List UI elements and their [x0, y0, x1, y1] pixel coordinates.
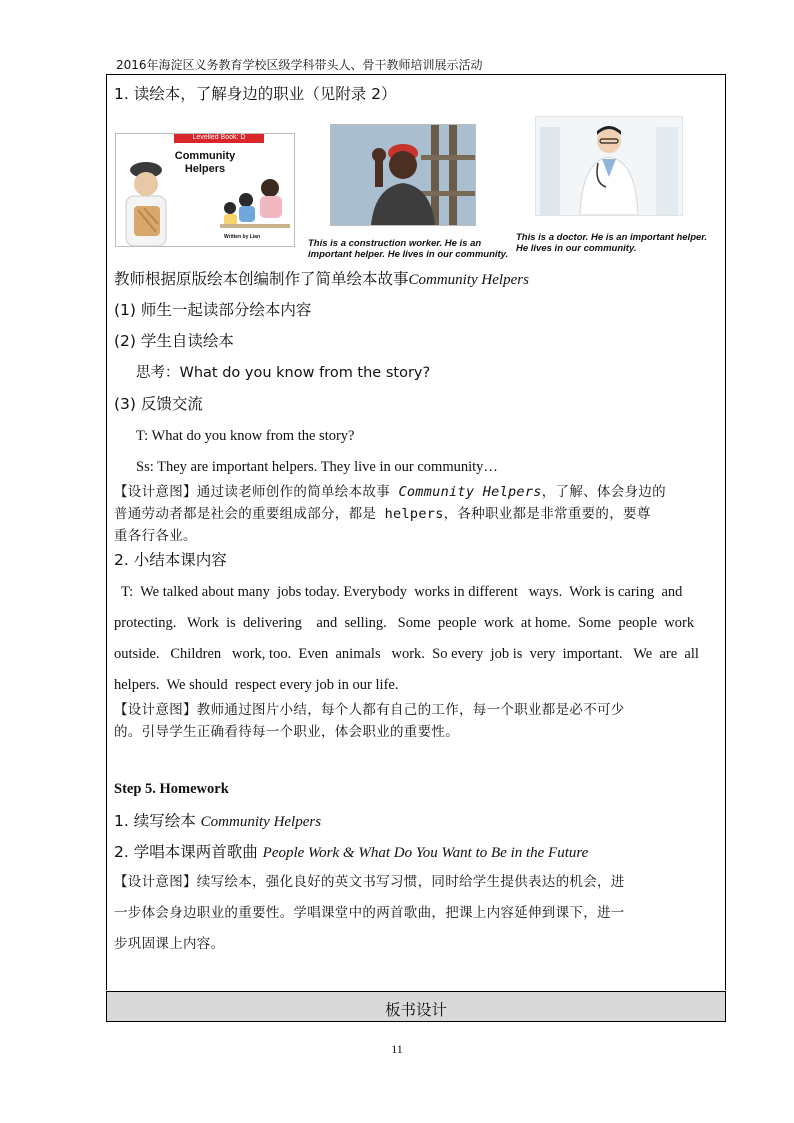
story-intro: 教师根据原版绘本创编制作了简单绘本故事Community Helpers [114, 270, 529, 288]
homework-item-1: 1. 续写绘本 Community Helpers [114, 812, 322, 830]
book-author: Written by Lian [224, 234, 261, 240]
design-note-3-line1: 【设计意图】续写绘本，强化良好的英文书写习惯，同时给学生提供表达的机会，进 [114, 874, 625, 890]
step-feedback: (3) 反馈交流 [114, 395, 203, 413]
design-note-3-line3: 步巩固课上内容。 [114, 936, 225, 952]
design-note-2-line1: 【设计意图】教师通过图片小结，每个人都有自己的工作，每一个职业都是必不可少 [114, 702, 625, 718]
teacher-question: T: What do you know from the story? [136, 428, 355, 444]
book-level-badge: Levelled Book: D [174, 133, 264, 143]
board-design-label: 板书设计 [384, 1001, 447, 1019]
doctor-photo [536, 117, 682, 215]
book-cover-image [115, 133, 295, 247]
summary-line-3: outside. Children work, too. Even animals work. So every job is very important. We are all [114, 646, 699, 662]
step5-title: Step 5. Homework [114, 781, 229, 797]
summary-line-4: helpers. We should respect every job in our life. [114, 677, 399, 693]
step-read-together: (1) 师生一起读部分绘本内容 [114, 301, 312, 319]
step-self-read: (2) 学生自读绘本 [114, 332, 234, 350]
document-header: 2016年海淀区义务教育学校区级学科带头人、骨干教师培训展示活动 [116, 58, 483, 72]
students-answer: Ss: They are important helpers. They live in our community… [136, 459, 498, 475]
design-note-1-line2: 普通劳动者都是社会的重要组成部分，都是 helpers，各种职业都是非常重要的，要尊 [114, 506, 651, 522]
design-note-1-line3: 重各行各业。 [114, 528, 197, 544]
doctor-caption: This is a doctor. He is an important helper. He lives in our community. [516, 232, 708, 254]
design-note-2-line2: 的。引导学生正确看待每一个职业，体会职业的重要性。 [114, 724, 459, 740]
chef-illustration [120, 160, 172, 246]
summary-line-1: T: We talked about many jobs today. Everybody works in different ways. Work is caring and [114, 584, 683, 600]
construction-worker-photo [331, 125, 475, 225]
story-title: Community Helpers [408, 272, 529, 288]
book-title: Community Helpers [174, 150, 236, 175]
doctor-image [535, 116, 683, 216]
think-question: 思考：What do you know from the story? [136, 365, 431, 381]
page-number: 11 [391, 1042, 403, 1056]
board-design-bar [106, 991, 726, 1022]
construction-worker-image [330, 124, 476, 226]
section2-heading: 2. 小结本课内容 [114, 551, 227, 569]
construction-worker-caption: This is a construction worker. He is an important helper. He lives in our community. [308, 238, 509, 260]
design-note-3-line2: 一步体会身边职业的重要性。学唱课堂中的两首歌曲，把课上内容延伸到课下，进一 [114, 905, 625, 921]
summary-line-2: protecting. Work is delivering and selling. Some people work at home. Some people work [114, 615, 695, 631]
homework-item-2: 2. 学唱本课两首歌曲 People Work & What Do You Want to Be in the Future [114, 843, 589, 861]
section1-heading: 1. 读绘本，了解身边的职业（见附录 2） [114, 85, 397, 103]
children-illustration [216, 176, 292, 232]
design-note-1-line1: 【设计意图】通过读老师创作的简单绘本故事 Community Helpers，了解、体会身边的 [114, 484, 666, 500]
